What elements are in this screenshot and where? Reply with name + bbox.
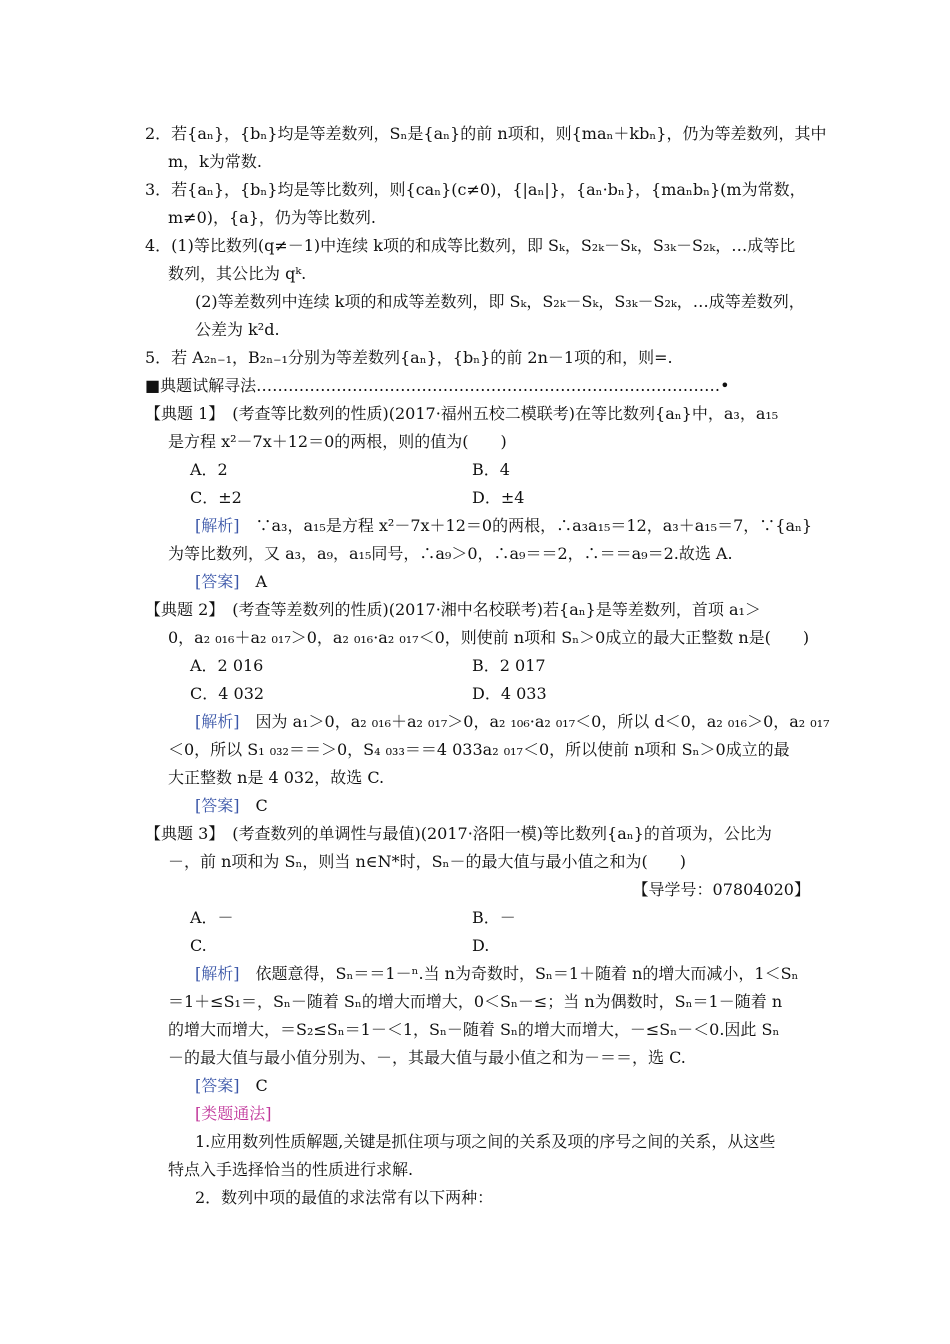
example-1-option-b: B．4	[472, 460, 510, 479]
property-4a-line-2: 数列，其公比为 qᵏ.	[168, 264, 307, 283]
property-3-line-1: 3．若{aₙ}，{bₙ}均是等比数列，则{caₙ}(c≠0)，{|aₙ|}，{aₙ·bₙ}，{maₙbₙ}(m为常数，	[145, 180, 806, 199]
method-line-1: 1.应用数列性质解题,关键是抓住项与项之间的关系及项的序号之间的关系，从这些	[195, 1132, 776, 1151]
example-2-analysis-line-2: ＜0，所以 S₁ ₀₃₂＝＝＞0，S₄ ₀₃₃＝＝4 033a₂ ₀₁₇＜0，所以使前 n项和 Sₙ＞0成立的最	[168, 740, 790, 759]
analysis-text: 因为 a₁＞0，a₂ ₀₁₆＋a₂ ₀₁₇＞0，a₂ ₁₀₆·a₂ ₀₁₇＜0，所以 d＜0，a₂ ₀₁₆＞0，a₂ ₀₁₇	[239, 712, 830, 731]
property-2-line-2: m，k为常数.	[168, 152, 262, 171]
example-1-stem-line-1: 【典题 1】 (考查等比数列的性质)(2017·福州五校二模联考)在等比数列{aₙ}中，a₃，a₁₅	[145, 404, 779, 423]
example-2-option-a: A．2 016	[190, 656, 264, 675]
example-3-stem-line-2: －，前 n项和为 Sₙ，则当 n∈N*时，Sₙ－的最大值与最小值之和为( )	[168, 852, 686, 871]
property-4b-line-2: 公差为 k²d.	[195, 320, 280, 339]
answer-label: [答案]	[195, 796, 240, 815]
example-2-option-c: C．4 032	[190, 684, 265, 703]
guide-number: 【导学号：07804020】	[632, 880, 810, 899]
example-3-option-c: C.	[190, 936, 207, 955]
answer-text: C	[239, 1076, 268, 1095]
example-3-analysis-line-1	[195, 964, 798, 984]
method-line-2: 特点入手选择恰当的性质进行求解.	[168, 1160, 414, 1179]
example-1-option-c: C．±2	[190, 488, 242, 507]
example-3-option-a: A．－	[190, 908, 234, 927]
property-2-line-1: 2．若{aₙ}，{bₙ}均是等差数列，Sₙ是{aₙ}的前 n项和，则{maₙ＋kbₙ}，仍为等差数列，其中	[145, 124, 827, 143]
example-3-answer	[195, 1076, 268, 1096]
example-2-option-b: B．2 017	[472, 656, 546, 675]
example-1-analysis-line-2: 为等比数列，又 a₃，a₉，a₁₅同号，∴a₉＞0，∴a₉＝＝2，∴＝＝a₉＝2.故选 A.	[168, 544, 733, 563]
example-2-analysis-line-1	[195, 712, 830, 732]
example-3-option-b: B．－	[472, 908, 516, 927]
section-heading: ■典题试解寻法……………………………………………………………………………•	[145, 376, 730, 395]
example-1-option-d: D．±4	[472, 488, 525, 507]
example-3-analysis-line-4: －的最大值与最小值分别为、－，其最大值与最小值之和为－＝＝，选 C.	[168, 1048, 686, 1067]
property-4a-line-1: 4．(1)等比数列(q≠－1)中连续 k项的和成等比数列，即 Sₖ，S₂ₖ－Sₖ，S₃ₖ－S₂ₖ，…成等比	[145, 236, 796, 255]
example-1-answer	[195, 572, 267, 592]
example-2-answer	[195, 796, 268, 816]
example-3-analysis-line-2: ＝1＋≤S₁＝，Sₙ－随着 Sₙ的增大而增大，0＜Sₙ－≤；当 n为偶数时，Sₙ＝1－随着 n	[168, 992, 783, 1011]
analysis-label: [解析]	[195, 712, 240, 731]
method-line-3: 2．数列中项的最值的求法常有以下两种：	[195, 1188, 494, 1207]
property-3-line-2: m≠0)，{a}，仍为等比数列.	[168, 208, 376, 227]
example-1-option-a: A．2	[190, 460, 228, 479]
example-2-option-d: D．4 033	[472, 684, 547, 703]
example-1-stem-line-2: 是方程 x²－7x＋12＝0的两根，则的值为( )	[168, 432, 507, 451]
example-3-option-d: D.	[472, 936, 490, 955]
analysis-label: [解析]	[195, 964, 240, 983]
analysis-text: 依题意得，Sₙ＝＝1－ⁿ.当 n为奇数时，Sₙ＝1＋随着 n的增大而减小，1＜Sₙ	[239, 964, 799, 983]
example-2-stem-line-1: 【典题 2】 (考查等差数列的性质)(2017·湘中名校联考)若{aₙ}是等差数列，首项 a₁＞	[145, 600, 761, 619]
analysis-text: ∵a₃，a₁₅是方程 x²－7x＋12＝0的两根，∴a₃a₁₅＝12，a₃＋a₁₅＝7，∵{aₙ}	[239, 516, 813, 535]
example-3-stem-line-1: 【典题 3】 (考查数列的单调性与最值)(2017·洛阳一模)等比数列{aₙ}的首项为，公比为	[145, 824, 772, 843]
property-5: 5．若 A₂ₙ₋₁，B₂ₙ₋₁分别为等差数列{aₙ}，{bₙ}的前 2n－1项的和，则=.	[145, 348, 673, 367]
method-label: [类题通法]	[195, 1104, 272, 1123]
answer-label: [答案]	[195, 1076, 240, 1095]
example-2-stem-line-2: 0，a₂ ₀₁₆＋a₂ ₀₁₇＞0，a₂ ₀₁₆·a₂ ₀₁₇＜0，则使前 n项和 Sₙ＞0成立的最大正整数 n是( )	[168, 628, 810, 647]
example-2-analysis-line-3: 大正整数 n是 4 032，故选 C.	[168, 768, 385, 787]
analysis-label: [解析]	[195, 516, 240, 535]
answer-label: [答案]	[195, 572, 240, 591]
example-1-analysis-line-1	[195, 516, 812, 536]
answer-text: C	[239, 796, 268, 815]
property-4b-line-1: (2)等差数列中连续 k项的和成等差数列，即 Sₖ，S₂ₖ－Sₖ，S₃ₖ－S₂ₖ，…成等差数列，	[195, 292, 805, 311]
example-3-analysis-line-3: 的增大而增大，＝S₂≤Sₙ＝1－＜1，Sₙ－随着 Sₙ的增大而增大，－≤Sₙ－＜0.因此 Sₙ	[168, 1020, 780, 1039]
answer-text: A	[239, 572, 268, 591]
